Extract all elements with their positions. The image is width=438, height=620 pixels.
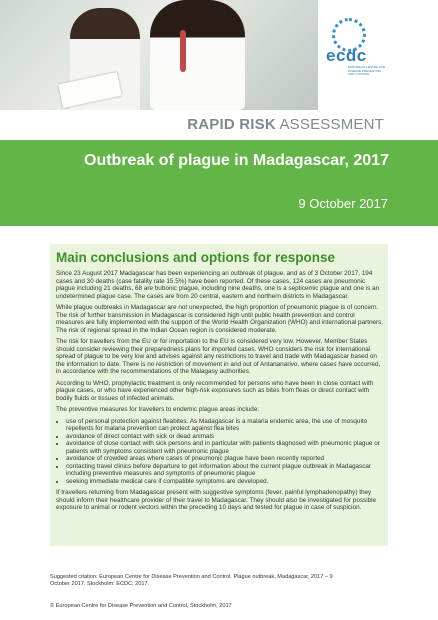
- lab-worker-figure: [150, 0, 245, 110]
- paragraph: Since 23 August 2017 Madagascar has been experiencing an outbreak of plague, and as of 3 October 2017, 194 cases and 30 deaths (case fatality rate 15.5%) have been reported. Of these cases, 124 cases are pneumonic plague including 21 deaths, 68 are bubonic plague, including nine deaths, one is a septicemic plague and one is an undetermined plague case. The cases are from 20 central, eastern and northern districts in Madagascar.: [56, 270, 380, 300]
- conclusions-panel: [50, 244, 388, 546]
- cover-photo: [0, 0, 318, 110]
- list-item: • use of personal protection against fleabites. As Madagascar is a malaria endemic area, the use of mosquito repellents for malaria prevention can protect against flea bites: [66, 418, 384, 433]
- list-item: • avoidance of close contact with sick persons and in particular with patients diagnosed with pneumonic plague or patients with symptoms consistent with pneumonic plague: [66, 440, 384, 455]
- title-band: [0, 140, 438, 226]
- list-item: • contacting travel clinics before departure to get information about the current plague outbreak in Madagascar including preventive measures and symptoms of pneumonic plague: [66, 463, 384, 478]
- closing-paragraph: If travellers returning from Madagascar present with suggestive symptoms (fever, painful lymphadenopathy) they should inform their healthcare provider of their travel to Madagascar. They should also be investigated for possible exposure to animal or rodent vectors within the preceding 10 days and tested for plague in case of suspicion.: [56, 489, 377, 511]
- series-label-bold: RAPID RISK: [187, 116, 276, 133]
- document-title: Outbreak of plague in Madagascar, 2017: [84, 152, 389, 169]
- ecdc-logo: [326, 18, 386, 76]
- paragraph: While plague outbreaks in Madagascar are not unexpected, the high proportion of pneumonic plague is of concern. The risk of further transmission in Madagascar is considered high until public health prevention and control measures are fully implemented with the support of the World Health Organization (WHO) and international partners. The risk of regional spread in the Indian Ocean region is considered moderate.: [56, 304, 384, 334]
- citation: Suggested citation: European Centre for Disease Prevention and Control. Plague outbreak, Madagascar, 2017 – 9 October 2017. Stockholm: ECDC; 2017.: [50, 574, 333, 587]
- logo-subtitle: EUROPEAN CENTRE FOR DISEASE PREVENTION AND CONTROL: [348, 65, 386, 76]
- logo-word: ecdc: [326, 46, 367, 65]
- measures-list: [56, 418, 384, 486]
- panel-heading: Main conclusions and options for response: [56, 250, 336, 265]
- list-item: • avoidance of direct contact with sick or dead animals: [66, 433, 384, 441]
- copyright: © European Centre for Disease Prevention and Control, Stockholm, 2017: [50, 603, 232, 609]
- paragraph: The risk for travellers from the EU or for importation to the EU is considered very low. However, Member States should consider reviewing their preparedness plans for imported cases. WHO considers the risk for international spread of plague to be very low and advises against any restrictions to travel and trade with Madagascar based on the information to date. There is no restriction of movement in and out of Antananarivo, where cases have occurred, in accordance with the recommendations of the Malagasy authorities.: [56, 338, 381, 375]
- series-label-rest: ASSESSMENT: [275, 116, 384, 133]
- panel-body: [56, 270, 384, 516]
- document-date: 9 October 2017: [298, 196, 388, 211]
- list-item: • seeking immediate medical care if compatible symptoms are developed.: [66, 478, 384, 486]
- list-item: • avoidance of crowded areas where cases of pneumonic plague have been recently reported: [66, 455, 384, 463]
- series-label: [187, 116, 384, 133]
- test-tube-icon: [180, 30, 186, 72]
- paragraph: According to WHO, prophylactic treatment is only recommended for persons who have been in close contact with plague cases, or who have experienced other high-risk exposures such as bites from fleas or direct contact with bodily fluids or tissues of infected animals.: [56, 379, 374, 402]
- paragraph: The preventive measures for travellers to endemic plague areas include:: [56, 406, 260, 413]
